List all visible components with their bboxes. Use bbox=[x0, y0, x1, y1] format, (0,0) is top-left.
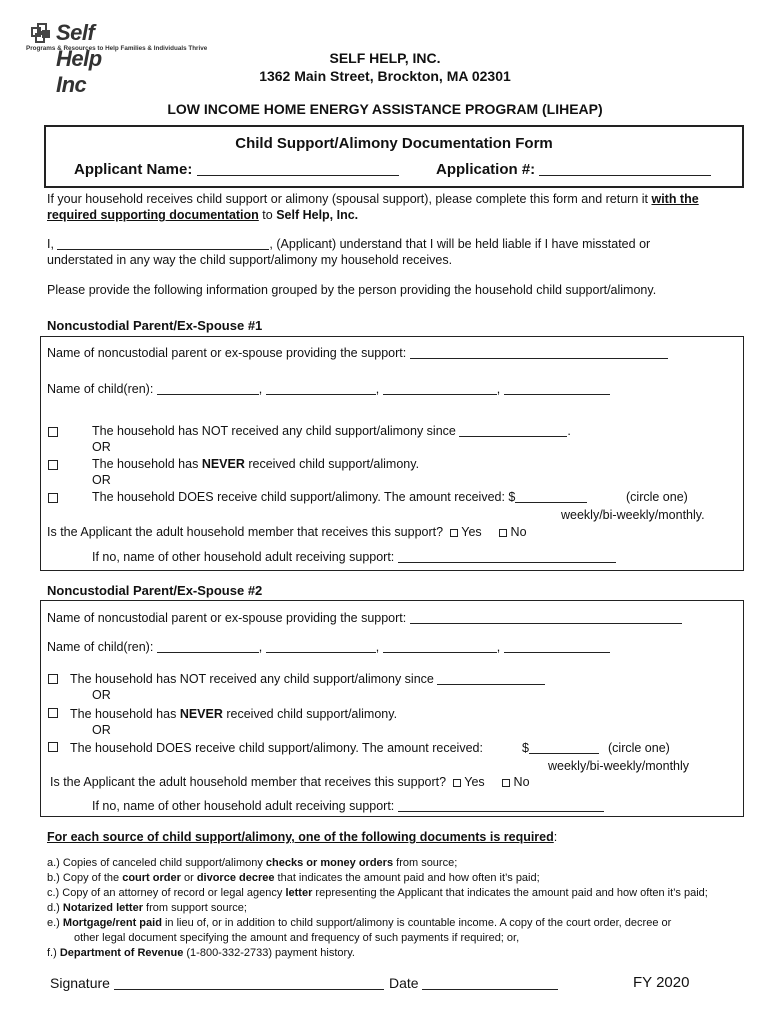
parent-2-no-checkbox[interactable] bbox=[502, 779, 510, 787]
signature-line[interactable] bbox=[114, 976, 384, 990]
doc-item-e: e.) Mortgage/rent paid in lieu of, or in addition to child support/alimony is countable income. A copy of the court order, decree or bbox=[47, 917, 672, 929]
parent-2-name-line[interactable] bbox=[410, 612, 682, 624]
parent-1-child-line[interactable] bbox=[266, 383, 376, 395]
parent-2-yes-checkbox[interactable] bbox=[453, 779, 461, 787]
parent-1-child-line[interactable] bbox=[383, 383, 497, 395]
parent-1-child-line[interactable] bbox=[157, 383, 259, 395]
applicant-name-line[interactable] bbox=[197, 162, 399, 176]
logo-name: Self Help Inc bbox=[56, 20, 102, 97]
parent-1-no-checkbox[interactable] bbox=[499, 529, 507, 537]
parent-1-does-receive-option: The household DOES receive child support/alimony. The amount received: $ bbox=[92, 490, 587, 504]
parent-2-child-line[interactable] bbox=[157, 641, 259, 653]
applicant-liability-name-line[interactable] bbox=[57, 238, 269, 250]
parent-2-child-line[interactable] bbox=[504, 641, 610, 653]
parent-1-name-line[interactable] bbox=[410, 347, 668, 359]
parent-2-frequency: weekly/bi-weekly/monthly bbox=[548, 759, 690, 773]
parent-2-or-1: OR bbox=[92, 688, 111, 702]
applicant-name-label: Applicant Name: bbox=[74, 161, 193, 178]
intro-paragraph-3: Please provide the following information grouped by the person providing the household child support/alimony. bbox=[47, 283, 657, 297]
parent-2-other-adult-line[interactable] bbox=[398, 800, 604, 812]
doc-item-c: c.) Copy of an attorney of record or legal agency letter representing the Applicant that indicates the amount paid and how often it’s paid; bbox=[47, 887, 708, 899]
application-number-label: Application #: bbox=[436, 161, 536, 178]
fiscal-year: FY 2020 bbox=[633, 974, 690, 991]
parent-1-child-line[interactable] bbox=[504, 383, 610, 395]
parent-1-other-adult-line[interactable] bbox=[398, 551, 616, 563]
form-title: Child Support/Alimony Documentation Form bbox=[235, 135, 553, 152]
doc-item-b: b.) Copy of the court order or divorce decree that indicates the amount paid and how often it’s paid; bbox=[47, 872, 540, 884]
parent-1-or-2: OR bbox=[92, 473, 111, 487]
intro-paragraph-2-cont: understated in any way the child support/alimony my household receives. bbox=[47, 253, 453, 267]
parent-1-question: Is the Applicant the adult household member that receives this support? Yes No bbox=[47, 525, 527, 539]
parent-2-question: Is the Applicant the adult household member that receives this support? Yes No bbox=[50, 775, 530, 789]
parent-2-not-received-option: The household has NOT received any child support/alimony since bbox=[70, 672, 545, 686]
parent-2-never-option: The household has NEVER received child support/alimony. bbox=[70, 707, 398, 721]
parent-2-never-checkbox[interactable] bbox=[48, 708, 58, 718]
signature-field[interactable]: Signature bbox=[50, 975, 384, 991]
intro-paragraph-1-cont: required supporting documentation to Self Help, Inc. bbox=[47, 208, 359, 222]
doc-item-f: f.) Department of Revenue (1-800-332-2733) payment history. bbox=[47, 947, 355, 959]
parent-1-not-received-option: The household has NOT received any child support/alimony since . bbox=[92, 424, 571, 438]
parent-2-or-2: OR bbox=[92, 723, 111, 737]
doc-item-e-cont: other legal document specifying the amount and frequency of such payments if required; or, bbox=[74, 932, 520, 944]
parent-1-circle-one: (circle one) bbox=[626, 490, 688, 504]
parent-2-does-receive-checkbox[interactable] bbox=[48, 742, 58, 752]
applicant-name-field[interactable] bbox=[74, 161, 399, 178]
parent-1-never-checkbox[interactable] bbox=[48, 460, 58, 470]
parent-1-never-option: The household has NEVER received child support/alimony. bbox=[92, 457, 420, 471]
parent-1-heading: Noncustodial Parent/Ex-Spouse #1 bbox=[47, 318, 263, 333]
doc-item-a: a.) Copies of canceled child support/alimony checks or money orders from source; bbox=[47, 857, 458, 869]
parent-1-or-1: OR bbox=[92, 440, 111, 454]
parent-1-frequency: weekly/bi-weekly/monthly. bbox=[561, 508, 705, 522]
parent-2-children-field[interactable]: Name of child(ren): , , , bbox=[47, 640, 610, 654]
parent-1-not-received-checkbox[interactable] bbox=[48, 427, 58, 437]
parent-2-heading: Noncustodial Parent/Ex-Spouse #2 bbox=[47, 583, 263, 598]
parent-1-name-field[interactable]: Name of noncustodial parent or ex-spouse providing the support: bbox=[47, 346, 668, 360]
date-line[interactable] bbox=[422, 976, 558, 990]
documents-heading: For each source of child support/alimony, one of the following documents is required: bbox=[47, 830, 558, 844]
intro-paragraph-1: If your household receives child support or alimony (spousal support), please complete this form and return it with the bbox=[47, 192, 699, 206]
parent-2-child-line[interactable] bbox=[266, 641, 376, 653]
parent-2-not-received-checkbox[interactable] bbox=[48, 674, 58, 684]
date-field[interactable]: Date bbox=[389, 975, 558, 991]
logo-tagline: Programs & Resources to Help Families & Individuals Thrive bbox=[26, 45, 208, 52]
parent-2-since-date-line[interactable] bbox=[437, 673, 545, 685]
parent-1-children-field[interactable]: Name of child(ren): , , , bbox=[47, 382, 610, 396]
program-title: LOW INCOME HOME ENERGY ASSISTANCE PROGRAM (LIHEAP) bbox=[167, 101, 603, 117]
application-number-line[interactable] bbox=[539, 162, 711, 176]
parent-1-other-adult-field[interactable]: If no, name of other household adult receiving support: bbox=[92, 550, 616, 564]
parent-1-since-date-line[interactable] bbox=[459, 425, 567, 437]
application-number-field[interactable] bbox=[436, 161, 711, 178]
parent-2-amount-line[interactable] bbox=[529, 742, 599, 754]
parent-1-yes-checkbox[interactable] bbox=[450, 529, 458, 537]
org-address: 1362 Main Street, Brockton, MA 02301 bbox=[259, 68, 511, 84]
doc-item-d: d.) Notarized letter from support source; bbox=[47, 902, 247, 914]
parent-2-does-receive-option: The household DOES receive child support/alimony. The amount received: bbox=[70, 741, 483, 755]
parent-2-amount-field[interactable]: $ bbox=[522, 741, 599, 755]
parent-2-child-line[interactable] bbox=[383, 641, 497, 653]
self-help-logo bbox=[26, 20, 208, 97]
parent-2-name-field[interactable]: Name of noncustodial parent or ex-spouse providing the support: bbox=[47, 611, 682, 625]
parent-1-does-receive-checkbox[interactable] bbox=[48, 493, 58, 503]
parent-2-circle-one: (circle one) bbox=[608, 741, 670, 755]
parent-1-amount-line[interactable] bbox=[515, 491, 587, 503]
parent-2-other-adult-field[interactable]: If no, name of other household adult receiving support: bbox=[92, 799, 604, 813]
logo-icon bbox=[30, 22, 56, 46]
intro-paragraph-2: I, , (Applicant) understand that I will be held liable if I have misstated or bbox=[47, 237, 651, 251]
org-name: SELF HELP, INC. bbox=[329, 50, 441, 66]
